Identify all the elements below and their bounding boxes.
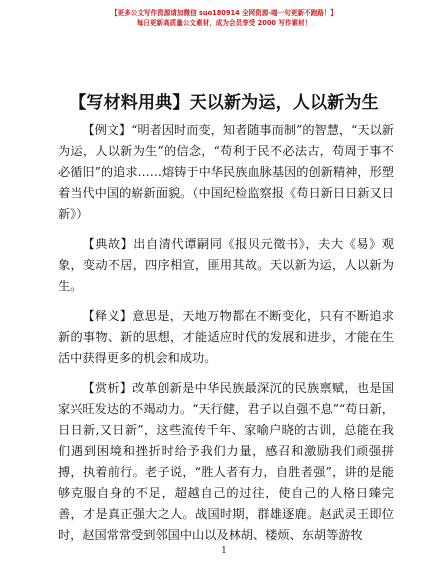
paragraph-appreciation: 【赏析】改革创新是中华民族最深沉的民族禀赋，也是国家兴旺发达的不竭动力。“天行健，君子以自强不息”“苟日新，日日新,又日新”，这些流传千年、家喻户晓的古训，总能在我们遇到困境和挫折时给予我们力量，感召和激励我们顽强拼搏，执着前行。老子说，“胜人者有力，自胜者强”，讲的是能够克服自身的不足，超越自己的过往，使自己的人格日臻完善，才是真正强大之人。战国时期，群雄逐鹿。赵武灵王即位时，赵国常常受到邻国中山以及林胡、楼烦、东胡等游牧: [58, 381, 394, 542]
document-title: 【写材料用典】天以新为运，人以新为生: [69, 93, 379, 113]
promo-line-2: 每日更新高质量公文素材，成为会员享受 2000 写作素材！: [136, 19, 312, 27]
paragraph-explanation: 【释义】意思是，天地万物都在不断变化，只有不断追求新的事物、新的思想，才能适应时代的发展和进步，才能在生活中获得更多的机会和成功。: [58, 309, 394, 365]
paragraph-allusion: 【典故】出自清代谭嗣同《报贝元徵书》，夫大《易》观象，变动不居，四序相宣，匪用其故。天以新为运，人以新为生。: [58, 237, 394, 293]
promo-banner: [0, 8, 448, 28]
paragraph-example: 【例文】“明者因时而变，知者随事而制”的智慧，“天以新为运，人以新为生”的信念，“苟利于民不必法古，苟周于事不必循旧”的追求……熔铸于中华民族血脉基因的创新精神，形塑着当代中国的崭新面貌。（中国纪检监察报《苟日新日日新又日新》）: [58, 123, 394, 221]
promo-line-1: 【更多公文写作资源请加微信 suo180914 全网资源-喵一句更新不跑路！】: [110, 9, 338, 17]
page-number: 1: [221, 546, 227, 556]
document-body: [58, 120, 394, 555]
